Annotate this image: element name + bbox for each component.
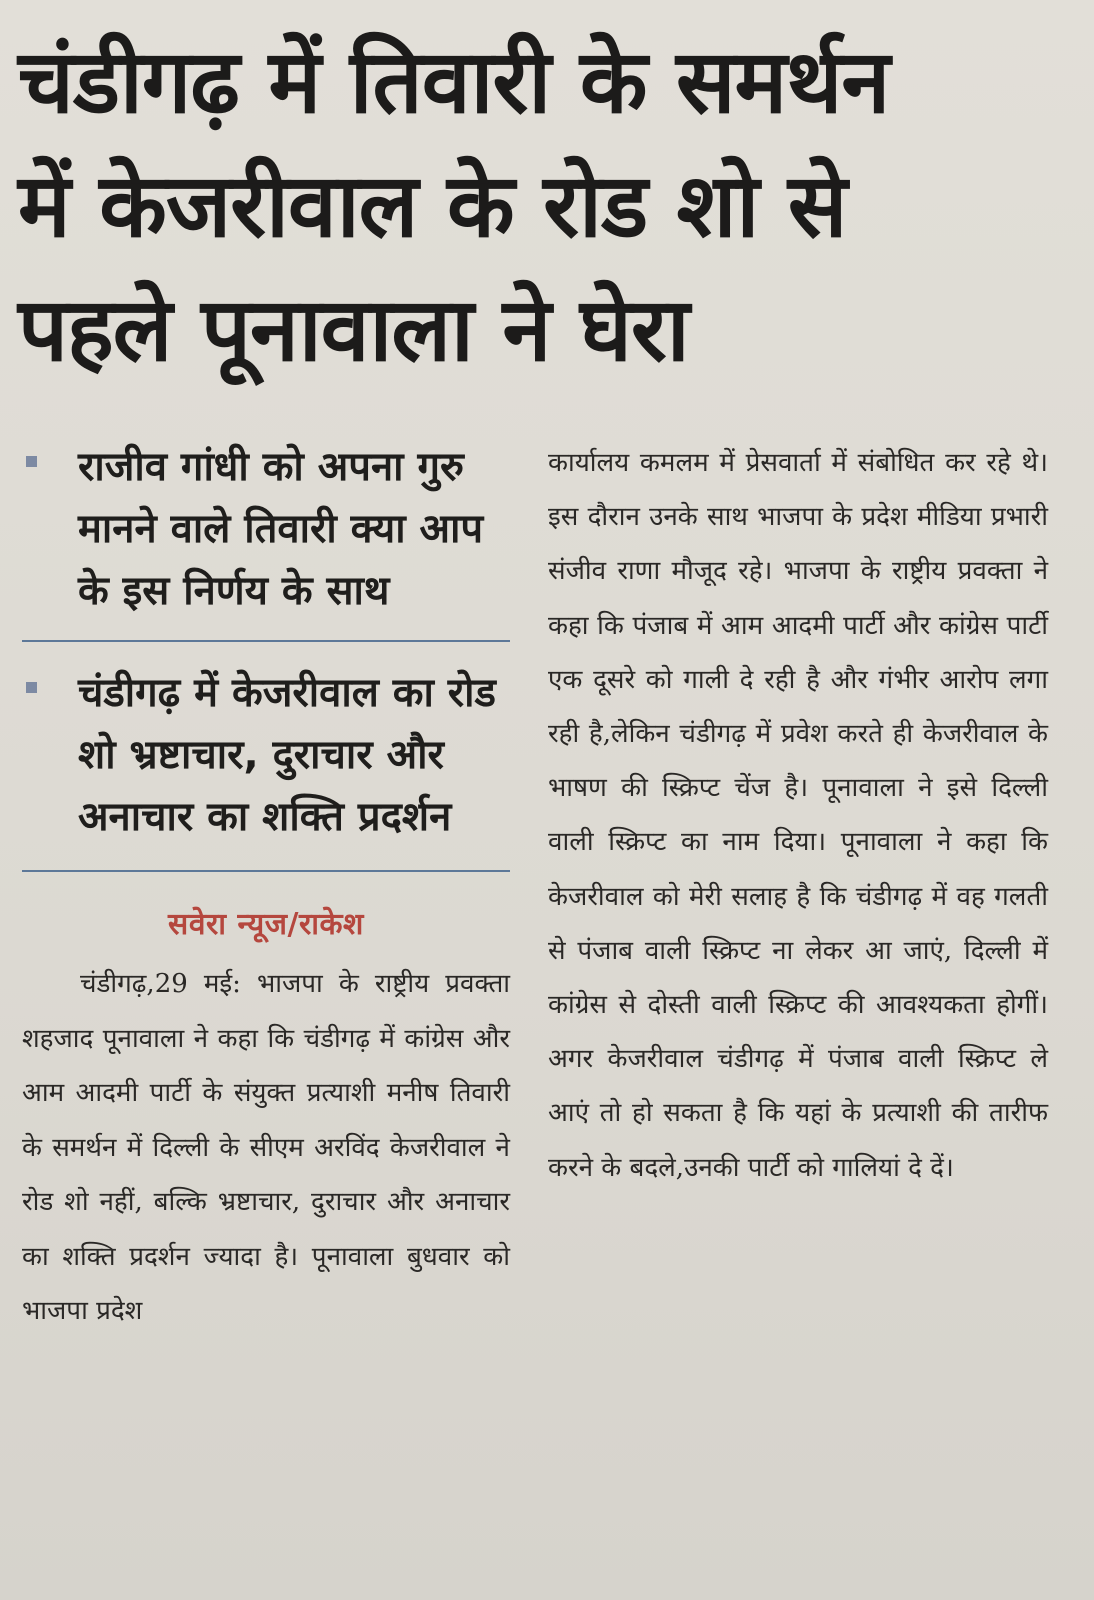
article-text-right: कार्यालय कमलम में प्रेसवार्ता में संबोधित कर रहे थे। इस दौरान उनके साथ भाजपा के प्रदेश मीडिया प्रभारी संजीव राणा मौजूद रहे। भाजपा के राष्ट्रीय प्रवक्ता ने कहा कि पंजाब में आम आदमी पार्टी और कांग्रेस पार्टी एक दूसरे को गाली दे रही है और गंभीर आरोप लगा रही है,लेकिन चंडीगढ़ में प्रवेश करते ही केजरीवाल के भाषण की स्क्रिप्ट चेंज है। पूनावाला ने इसे दिल्ली वाली स्क्रिप्ट का नाम दिया। पूनावाला ने कहा कि केजरीवाल को मेरी सलाह है कि चंडीगढ़ में वह गलती से पंजाब वाली स्क्रिप्ट ना लेकर आ जाएं, दिल्ली में कांग्रेस से दोस्ती वाली स्क्रिप्ट की आवश्यकता होगीं। अगर केजरीवाल चंडीगढ़ में पंजाब वाली स्क्रिप्ट ले आएं तो हो सकता है कि यहां के प्रत्याशी की तारीफ करने के बदले,उनकी पार्टी को गालियां दे दें। (548, 448, 1048, 1183)
highlight-item (22, 436, 510, 622)
highlight-text: चंडीगढ़ में केजरीवाल का रोड शो भ्रष्टाचार, दुराचार और अनाचार का शक्ति प्रदर्शन (78, 670, 496, 840)
highlight-item (22, 662, 510, 848)
bullet-square-icon (26, 456, 37, 467)
highlight-text: राजीव गांधी को अपना गुरु मानने वाले तिवारी क्या आप के इस निर्णय के साथ (78, 444, 484, 614)
headline (18, 20, 1068, 392)
left-column (22, 436, 510, 1339)
divider (22, 870, 510, 872)
headline-line-2: में केजरीवाल के रोड शो से (18, 154, 847, 257)
article-text-left: चंडीगढ़,29 मई: भाजपा के राष्ट्रीय प्रवक्ता शहजाद पूनावाला ने कहा कि चंडीगढ़ में कांग्रेस और आम आदमी पार्टी के संयुक्त प्रत्याशी मनीष तिवारी के समर्थन में दिल्ली के सीएम अरविंद केजरीवाल ने रोड शो नहीं, बल्कि भ्रष्टाचार, दुराचार और अनाचार का शक्ति प्रदर्शन ज्यादा है। पूनावाला बुधवार को भाजपा प्रदेश (22, 969, 510, 1326)
bullet-square-icon (26, 682, 37, 693)
divider (22, 640, 510, 642)
headline-line-3: पहले पूनावाला ने घेरा (18, 278, 689, 381)
right-column (548, 436, 1048, 1195)
headline-line-1: चंडीगढ़ में तिवारी के समर्थन (18, 30, 890, 133)
byline: सवेरा न्यूज/राकेश (168, 907, 364, 942)
